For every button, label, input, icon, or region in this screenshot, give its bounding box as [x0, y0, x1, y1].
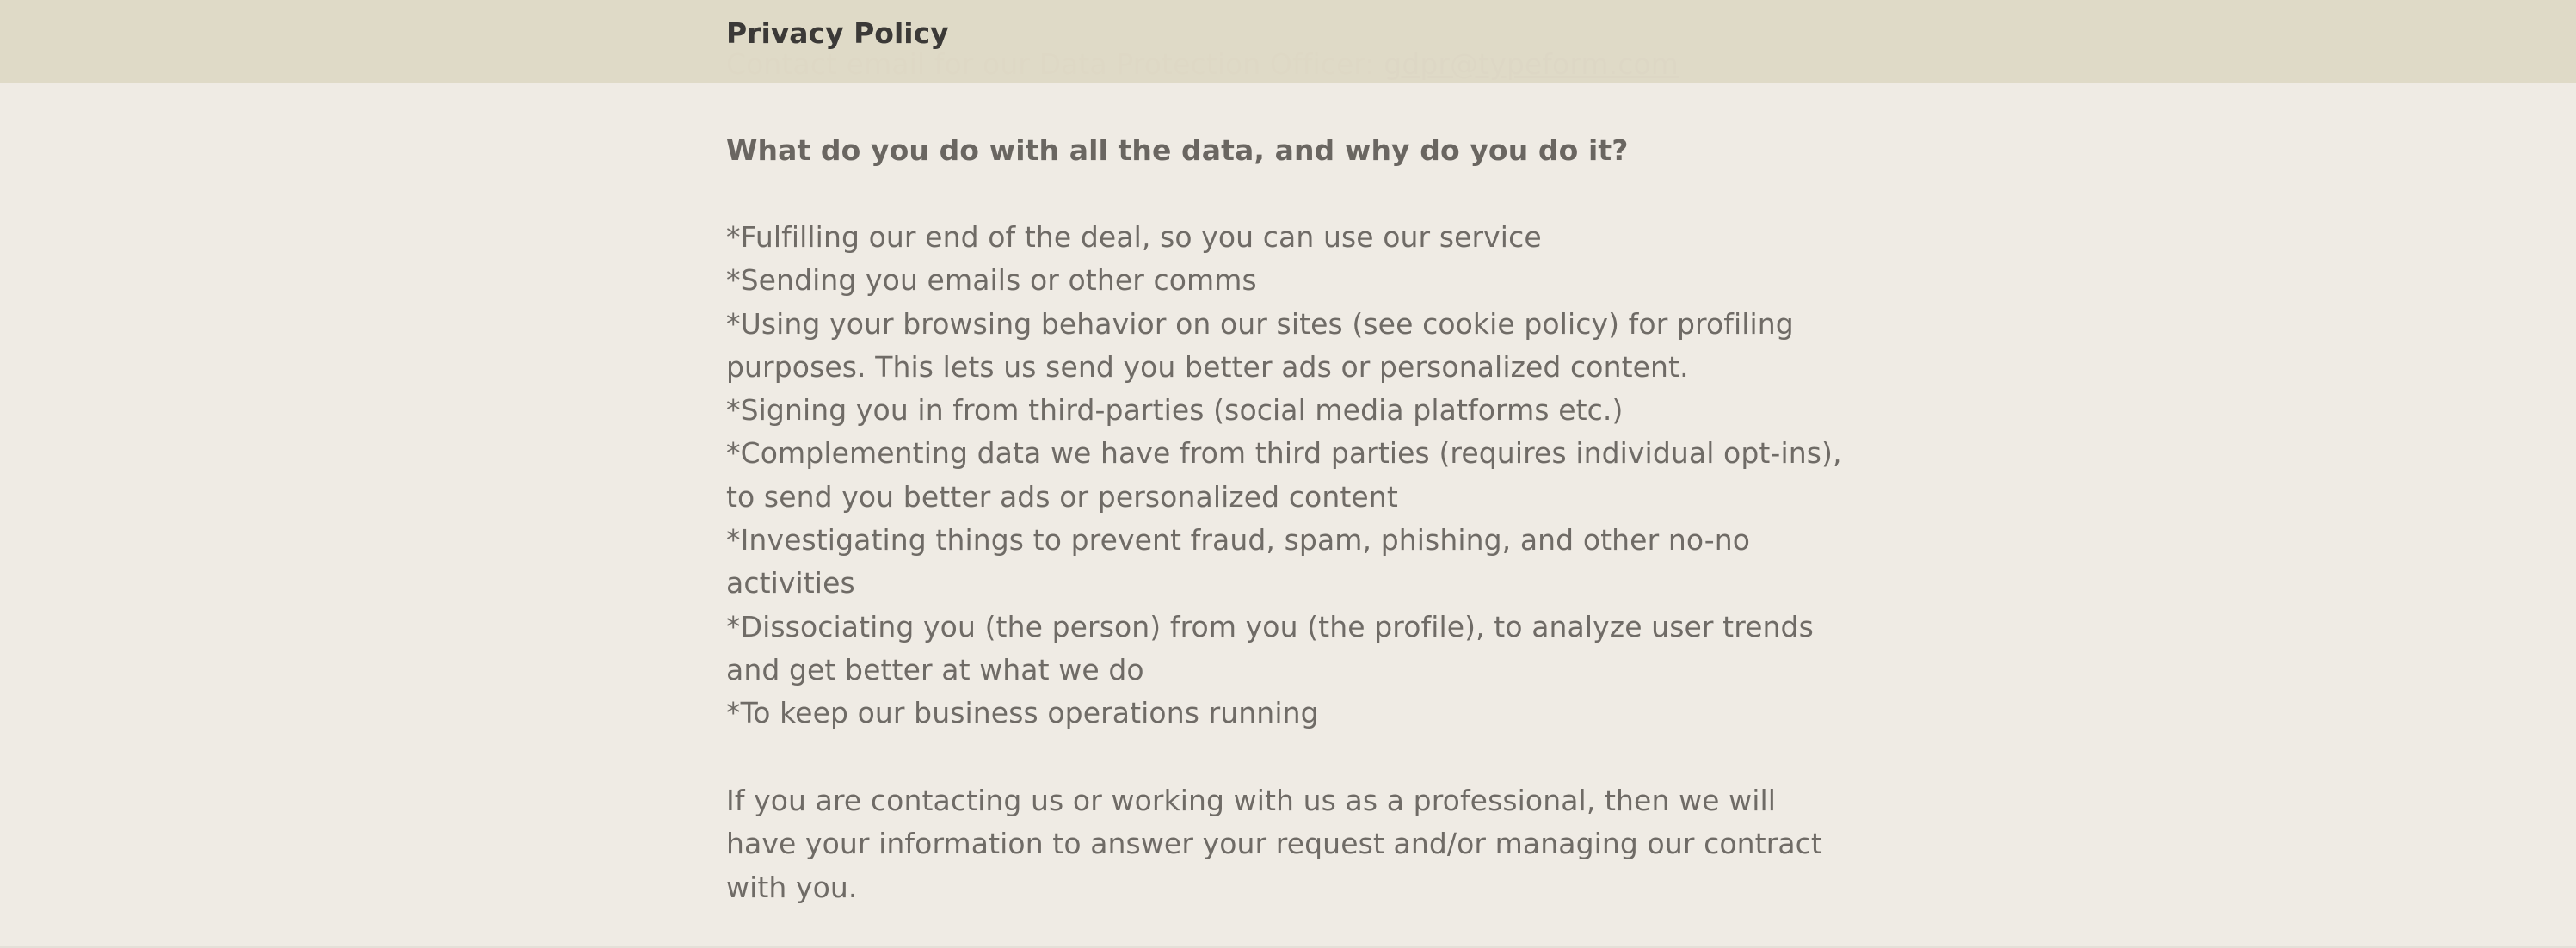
- list-item: *Dissociating you (the person) from you (the profile), to analyze user trends and get better at what we do: [726, 609, 1814, 686]
- list-item: *Complementing data we have from third parties (requires individual opt-ins), to send you better ads or personalized content: [726, 436, 1842, 514]
- list-item: *Sending you emails or other comms: [726, 263, 1257, 298]
- list-item: *Using your browsing behavior on our sites (see cookie policy) for profiling purposes. This lets us send you better ads or personalized content.: [726, 306, 1794, 384]
- list-item: *Investigating things to prevent fraud, spam, phishing, and other no-no activities: [726, 523, 1751, 600]
- sticky-header: [0, 0, 2576, 83]
- list-item: *To keep our business operations running: [726, 696, 1319, 730]
- data-usage-heading: What do you do with all the data, and why do you do it?: [726, 133, 1629, 167]
- list-item: *Fulfilling our end of the deal, so you can use our service: [726, 220, 1542, 254]
- list-item: *Signing you in from third-parties (social media platforms etc.): [726, 393, 1624, 428]
- professional-contact-paragraph: If you are contacting us or working with us as a professional, then we will have your information to answer your request and/or managing our contract with you.: [726, 784, 1822, 904]
- data-usage-list: [726, 216, 1845, 736]
- page-title: Privacy Policy: [726, 16, 949, 50]
